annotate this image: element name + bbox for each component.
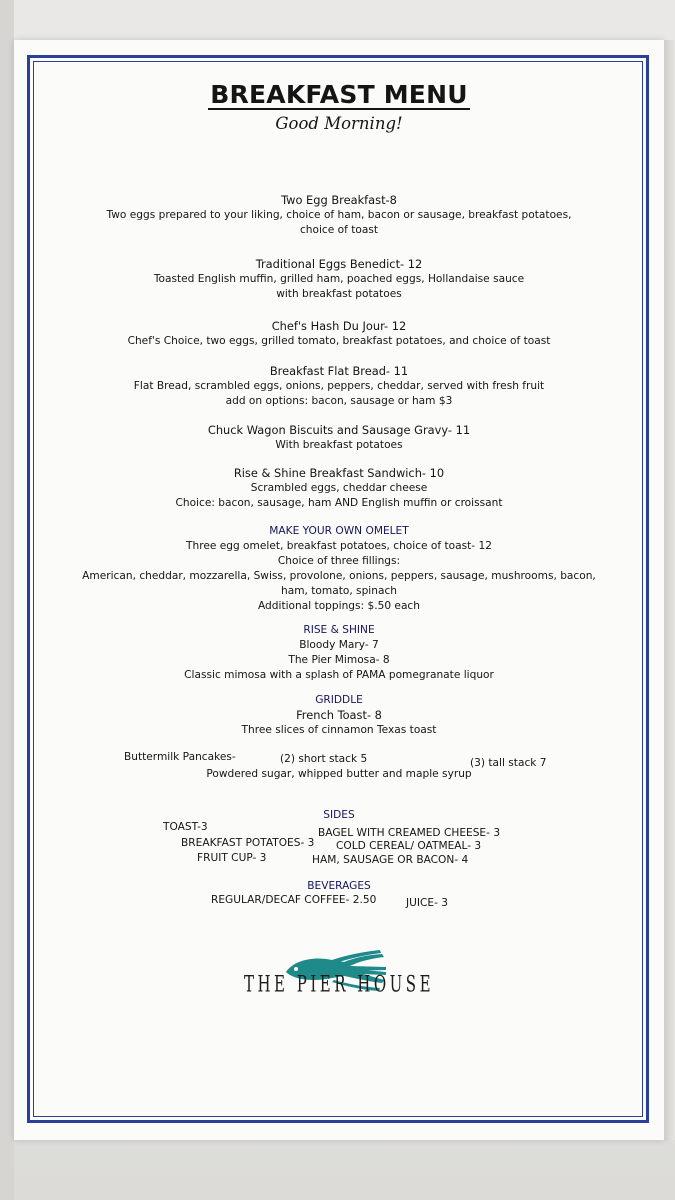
beverages-heading: BEVERAGES [307,880,371,892]
section-heading: MAKE YOUR OWN OMELET [269,525,409,537]
side-item: TOAST-3 [163,821,208,833]
item-name: French Toast- 8 [296,708,382,722]
item-desc: With breakfast potatoes [275,439,403,451]
rise-shine-section [14,623,664,683]
short-stack-price: (2) short stack 5 [280,753,368,765]
griddle-section [14,693,664,738]
item-desc: Scrambled eggs, cheddar cheese [250,482,428,494]
item-name: Traditional Eggs Benedict- 12 [255,257,423,271]
side-item: BAGEL WITH CREAMED CHEESE- 3 [318,827,501,839]
menu-item [14,423,664,453]
pancakes-label: Buttermilk Pancakes- [124,751,236,763]
menu-item [14,364,664,409]
section-heading: GRIDDLE [315,694,363,706]
item-name: Chef's Hash Du Jour- 12 [271,319,407,333]
item-desc: Flat Bread, scrambled eggs, onions, peppers, cheddar, served with fresh fruit [133,380,545,392]
pancakes-desc: Powdered sugar, whipped butter and maple syrup [206,768,472,780]
menu-item [14,319,664,349]
sides-heading: SIDES [323,809,355,821]
menu-title: BREAKFAST MENU [210,80,468,109]
omelet-line: Three egg omelet, breakfast potatoes, choice of toast- 12 [186,540,492,552]
menu-subtitle: Good Morning! [275,114,403,133]
item-name: Two Egg Breakfast-8 [281,193,397,207]
section-heading: RISE & SHINE [303,624,375,636]
tall-stack-price: (3) tall stack 7 [470,757,547,769]
side-item: BREAKFAST POTATOES- 3 [181,837,315,849]
beverage-item: REGULAR/DECAF COFFEE- 2.50 [211,894,377,906]
item-name: Breakfast Flat Bread- 11 [269,364,409,378]
item-desc: with breakfast potatoes [276,288,402,300]
item-desc: Two eggs prepared to your liking, choice of ham, bacon or sausage, breakfast potatoes, [106,209,572,221]
menu-item [14,466,664,511]
background-left [0,0,14,1200]
item-desc: Chef's Choice, two eggs, grilled tomato, breakfast potatoes, and choice of toast [127,335,551,347]
side-item: FRUIT CUP- 3 [197,852,267,864]
logo-text: THE PIER HOUSE [243,970,435,998]
item-desc: Toasted English muffin, grilled ham, poached eggs, Hollandaise sauce [153,273,525,285]
omelet-section [14,524,664,614]
omelet-line: Additional toppings: $.50 each [258,600,420,612]
beverage-item: JUICE- 3 [406,897,449,909]
menu-item [14,193,664,238]
item-desc: add on options: bacon, sausage or ham $3 [225,395,453,407]
item-desc: choice of toast [299,224,379,236]
omelet-line: Choice of three fillings: [277,555,401,567]
side-item: HAM, SAUSAGE OR BACON- 4 [312,854,469,866]
omelet-line: ham, tomato, spinach [280,585,397,597]
drink-line: The Pier Mimosa- 8 [288,654,390,666]
item-name: Rise & Shine Breakfast Sandwich- 10 [233,466,445,480]
item-desc: Choice: bacon, sausage, ham AND English muffin or croissant [175,497,503,509]
omelet-line: American, cheddar, mozzarella, Swiss, provolone, onions, peppers, sausage, mushrooms, bacon, [82,570,596,582]
side-item: COLD CEREAL/ OATMEAL- 3 [336,840,482,852]
item-name: Chuck Wagon Biscuits and Sausage Gravy- 11 [207,423,471,437]
drink-line: Classic mimosa with a splash of PAMA pomegranate liquor [184,669,494,681]
background-right [664,40,675,1140]
item-desc: Three slices of cinnamon Texas toast [241,724,437,736]
menu-item [14,257,664,302]
drink-line: Bloody Mary- 7 [299,639,379,651]
